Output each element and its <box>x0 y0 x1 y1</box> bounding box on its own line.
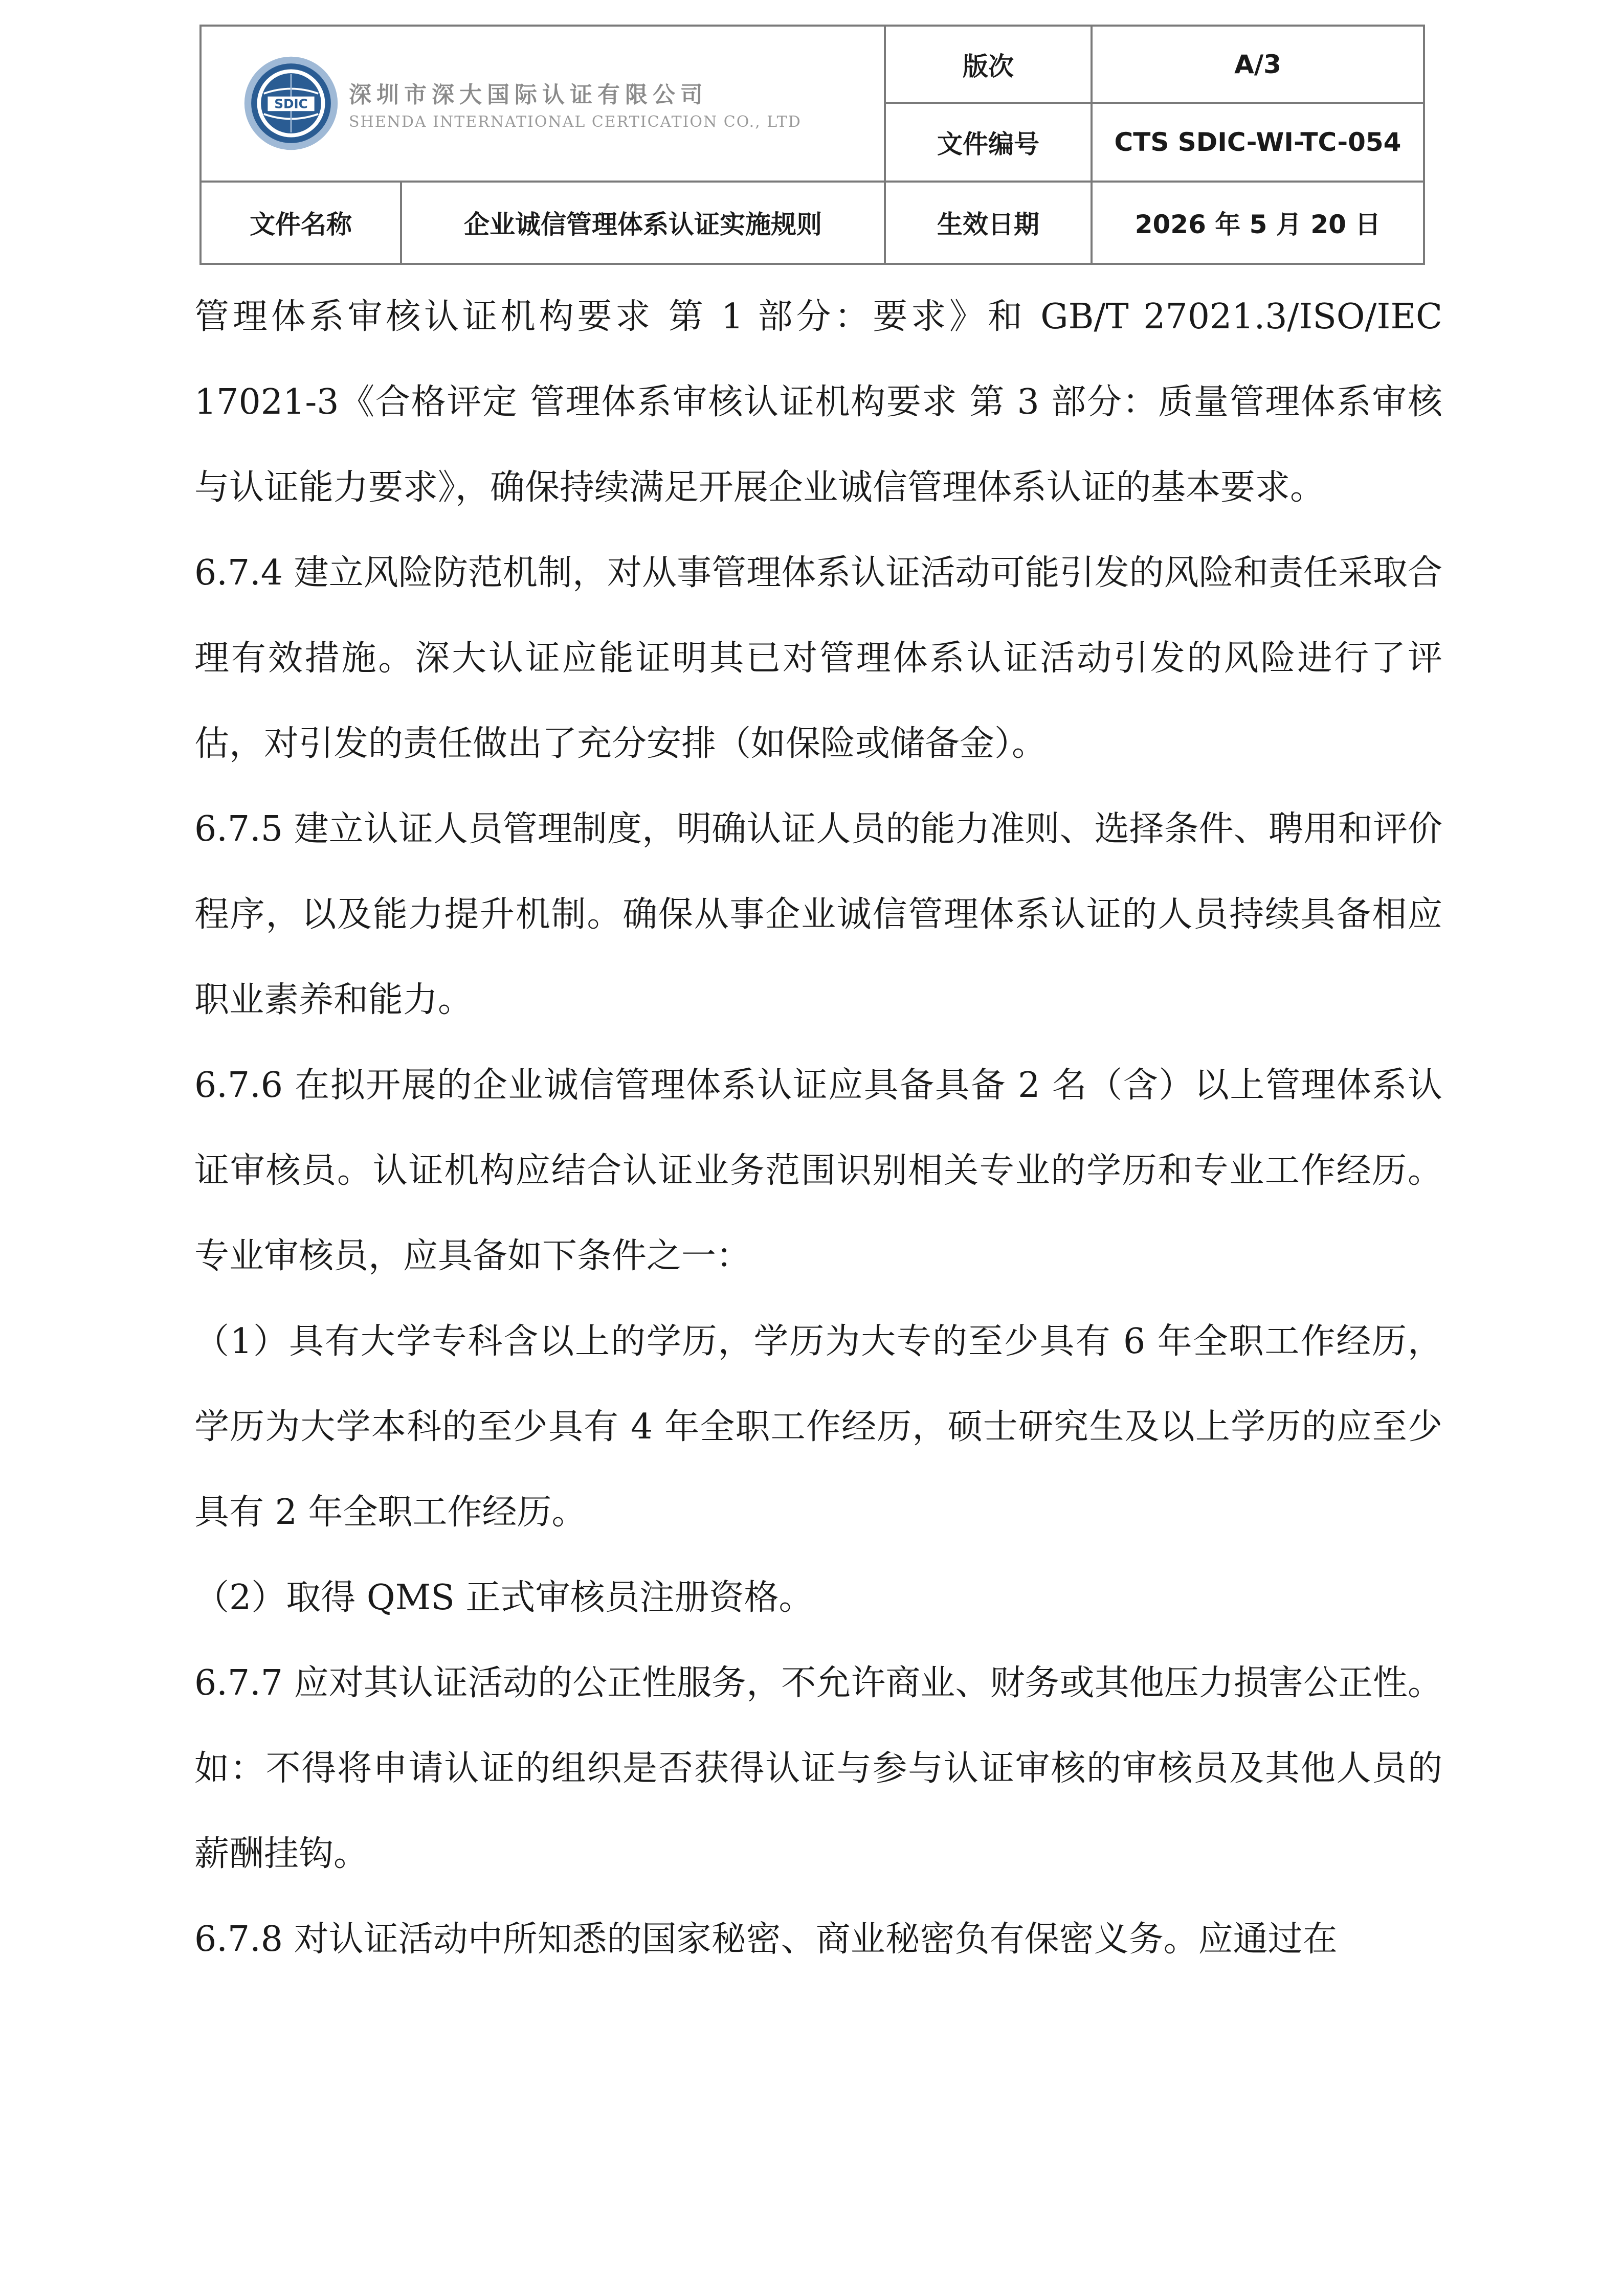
doc-name-value: 企业诚信管理体系认证实施规则 <box>401 182 885 264</box>
document-body <box>194 274 1442 1982</box>
company-logo <box>202 55 884 152</box>
version-label: 版次 <box>885 26 1092 103</box>
logo-cell <box>201 26 885 182</box>
paragraph-6-7-5: 6.7.5 建立认证人员管理制度，明确认证人员的能力准则、选择条件、聘用和评价程序，以及能力提升机制。确保从事企业诚信管理体系认证的人员持续具备相应职业素养和能力。 <box>194 809 1442 1020</box>
document-header <box>199 25 1423 265</box>
doc-no-label: 文件编号 <box>885 103 1092 181</box>
effective-date-value: 2026 年 5 月 20 日 <box>1092 182 1424 264</box>
list-item-1: （1）具有大学专科含以上的学历，学历为大专的至少具有 6 年全职工作经历，学历为大学本科的至少具有 4 年全职工作经历，硕士研究生及以上学历的应至少具有 2 年全职工作经历。 <box>194 1321 1442 1533</box>
effective-date-label: 生效日期 <box>885 182 1092 264</box>
paragraph-6-7-8: 6.7.8 对认证活动中所知悉的国家秘密、商业秘密负有保密义务。应通过在 <box>194 1919 1338 1960</box>
list-item-2: （2）取得 QMS 正式审核员注册资格。 <box>194 1578 814 1618</box>
header-table <box>199 25 1425 265</box>
paragraph-6-7-4: 6.7.4 建立风险防范机制，对从事管理体系认证活动可能引发的风险和责任采取合理有效措施。深大认证应能证明其已对管理体系认证活动引发的风险进行了评估，对引发的责任做出了充分安排（如保险或储备金）。 <box>194 553 1442 764</box>
paragraph: 管理体系审核认证机构要求 第 1 部分：要求》和 GB/T 27021.3/ISO/IEC 17021-3《合格评定 管理体系审核认证机构要求 第 3 部分：质量管理体系审核与认证能力要求》，确保持续满足开展企业诚信管理体系认证的基本要求。 <box>194 297 1442 508</box>
company-seal-icon <box>242 55 340 152</box>
company-name-cn: 深圳市深大国际认证有限公司 <box>349 81 708 108</box>
company-name-en: SHENDA INTERNATIONAL CERTICATION CO., LTD <box>349 112 802 131</box>
paragraph-6-7-7: 6.7.7 应对其认证活动的公正性服务，不允许商业、财务或其他压力损害公正性。如：不得将申请认证的组织是否获得认证与参与认证审核的审核员及其他人员的薪酬挂钩。 <box>194 1663 1442 1874</box>
seal-text: SDIC <box>274 96 308 111</box>
version-value: A/3 <box>1092 26 1424 103</box>
doc-no-value: CTS SDIC-WI-TC-054 <box>1092 103 1424 181</box>
paragraph-6-7-6: 6.7.6 在拟开展的企业诚信管理体系认证应具备具备 2 名（含）以上管理体系认证审核员。认证机构应结合认证业务范围识别相关专业的学历和专业工作经历。专业审核员，应具备如下条件之一： <box>194 1065 1442 1276</box>
doc-name-label: 文件名称 <box>201 182 401 264</box>
